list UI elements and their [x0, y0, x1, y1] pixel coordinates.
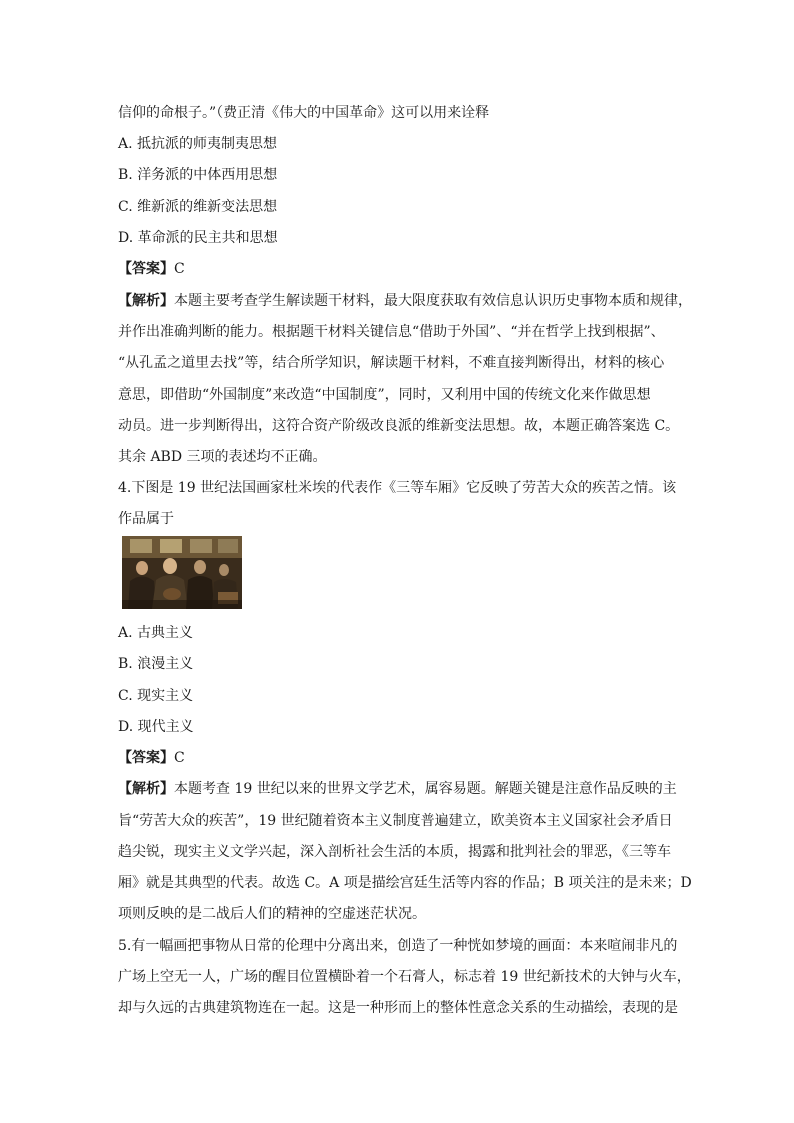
painting-third-class-carriage-icon [122, 536, 242, 609]
q4-analysis-text-1: 本题考查 19 世纪以来的世界文学艺术，属容易题。解题关键是注意作品反映的主 [174, 781, 677, 797]
q4-answer-tag: 【答案】 [118, 750, 174, 766]
q4-analysis-line-2: 旨“劳苦大众的疾苦”，19 世纪随着资本主义制度普遍建立，欧美资本主义国家社会矛盾日 [118, 813, 673, 829]
q4-option-a: A. 古典主义 [118, 625, 194, 641]
q4-analysis-line-5: 项则反映的是二战后人们的精神的空虚迷茫状况。 [118, 906, 426, 922]
q4-option-d: D. 现代主义 [118, 719, 194, 735]
q4-analysis-tag: 【解析】 [118, 781, 174, 797]
q4-stem-line-2: 作品属于 [118, 511, 174, 527]
q4-answer-line [118, 748, 185, 768]
q3-answer-tag: 【答案】 [118, 261, 174, 277]
q4-analysis-line-3: 趋尖锐，现实主义文学兴起，深入剖析社会生活的本质，揭露和批判社会的罪恶，《三等车 [118, 844, 671, 860]
q3-analysis-line-1 [118, 291, 692, 311]
q3-stem-tail: 信仰的命根子。”（费正清《伟大的中国革命》这可以用来诠释 [118, 105, 490, 121]
q3-option-c: C. 维新派的维新变法思想 [118, 199, 278, 215]
q5-stem-line-2: 广场上空无一人，广场的醒目位置横卧着一个石膏人，标志着 19 世纪新技术的大钟与火车， [118, 969, 691, 985]
q3-analysis-line-5: 动员。进一步判断得出，这符合资产阶级改良派的维新变法思想。故，本题正确答案选 C。 [118, 418, 680, 434]
q3-analysis-line-4: 意思，即借助“外国制度”来改造“中国制度”，同时，又利用中国的传统文化来作做思想 [118, 387, 651, 403]
q3-analysis-tag: 【解析】 [118, 293, 174, 309]
q4-analysis-line-1 [118, 779, 677, 799]
q3-option-a: A. 抵抗派的师夷制夷思想 [118, 136, 278, 152]
q4-analysis-line-4: 厢》就是其典型的代表。故选 C。A 项是描绘宫廷生活等内容的作品；B 项关注的是未来；D [118, 875, 692, 891]
q5-stem-line-3: 却与久远的古典建筑物连在一起。这是一种形而上的整体性意念关系的生动描绘，表现的是 [118, 1000, 678, 1016]
third-class-carriage-painting [122, 536, 242, 609]
q3-answer-line [118, 259, 185, 279]
q3-analysis-line-2: 并作出准确判断的能力。根据题干材料关键信息“借助于外国”、“并在哲学上找到根据”、 [118, 324, 665, 340]
q3-analysis-text-1: 本题主要考查学生解读题干材料，最大限度获取有效信息认识历史事物本质和规律， [174, 293, 692, 309]
q4-option-c: C. 现实主义 [118, 688, 194, 704]
q4-stem-line-1: 4.下图是 19 世纪法国画家杜米埃的代表作《三等车厢》它反映了劳苦大众的疾苦之情。该 [118, 480, 677, 496]
q3-option-b: B. 洋务派的中体西用思想 [118, 167, 278, 183]
q3-option-d: D. 革命派的民主共和思想 [118, 230, 278, 246]
q3-answer-value: C [174, 261, 185, 277]
q4-option-b: B. 浪漫主义 [118, 656, 194, 672]
q5-stem-line-1: 5.有一幅画把事物从日常的伦理中分离出来，创造了一种恍如梦境的画面：本来喧闹非凡的 [118, 938, 678, 954]
q3-analysis-line-3: “从孔孟之道里去找”等，结合所学知识，解读题干材料，不难直接判断得出，材料的核心 [118, 355, 665, 371]
q3-analysis-line-6: 其余 ABD 三项的表述均不正确。 [118, 449, 327, 465]
q4-answer-value: C [174, 750, 185, 766]
